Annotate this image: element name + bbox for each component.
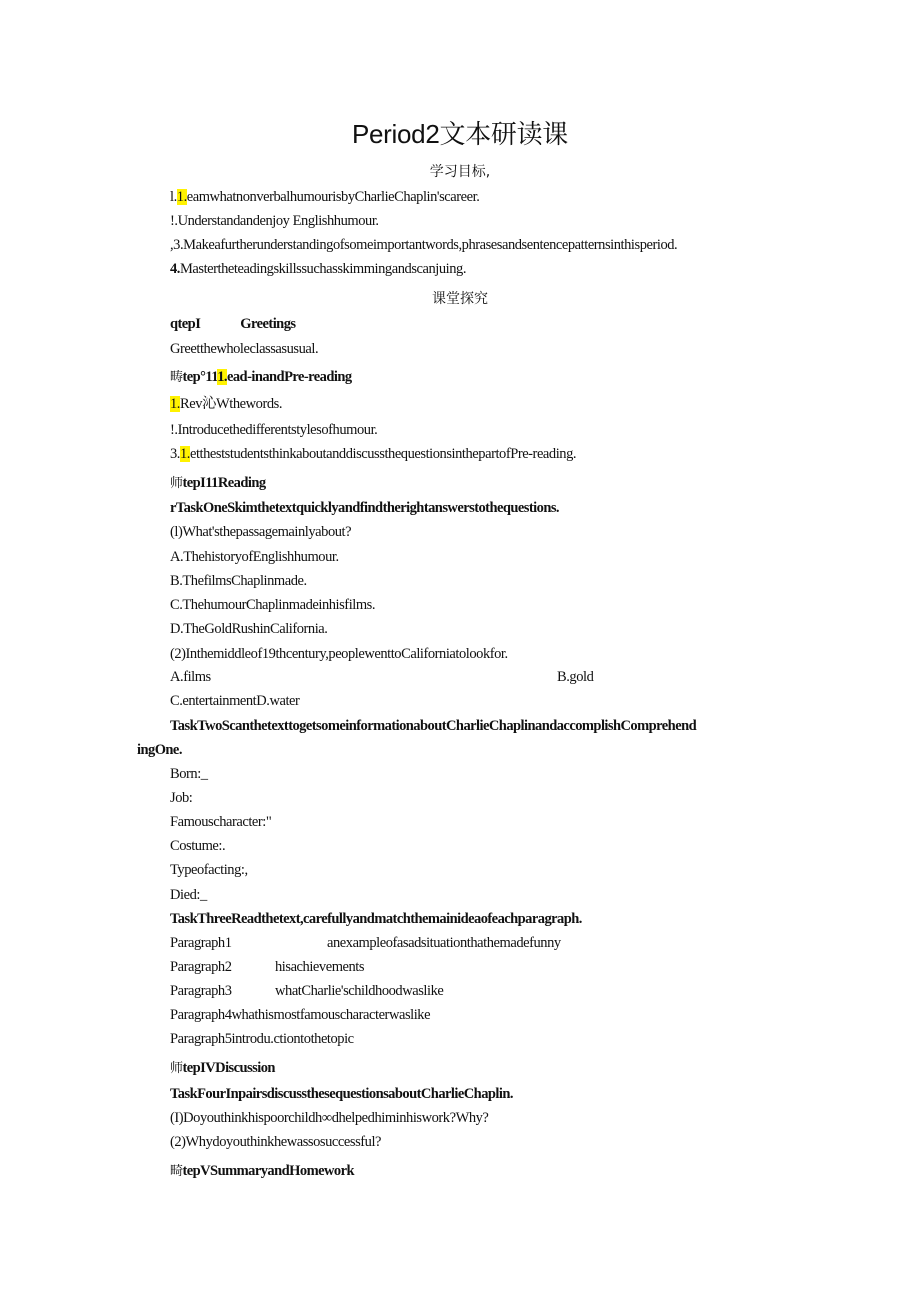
step-2-item-1: 1.Rev沁Wthewords.: [170, 396, 283, 412]
question-1-option-d: D.TheGoldRushinCalifornia.: [170, 621, 328, 637]
objective-3: ,3.Makeafurtherunderstandingofsomeimportantwords,phrasesandsentencepatternsinthisperiod.: [170, 237, 678, 253]
question-1: (l)What'sthepassagemainlyabout?: [170, 524, 352, 540]
field-born: Born:_: [170, 766, 208, 782]
step-1-heading: qtepI Greetings: [170, 316, 296, 332]
field-type-of-acting: Typeofacting:,: [170, 862, 248, 878]
paragraph-match-3: Paragraph3 whatCharlie'schildhoodwaslike: [170, 983, 444, 999]
objectives-heading: 学习目标,: [429, 164, 491, 180]
question-1-option-c: C.ThehumourChaplinmadeinhisfilms.: [170, 597, 376, 613]
field-famous-character: Famouscharacter:": [170, 814, 272, 830]
highlight-mark: 1.: [176, 189, 187, 205]
task-2-line-2: ingOne.: [137, 742, 182, 758]
task-2-line-1: TaskTwoScanthetexttogetsomeinformationaboutCharlieChaplinandaccomplishComprehend: [170, 718, 697, 734]
objective-4: 4.Mastertheteadingskillssuchasskimmingandscanjuing.: [170, 261, 467, 277]
field-costume: Costume:.: [170, 838, 226, 854]
highlight-mark: 1.: [179, 446, 190, 462]
highlight-mark: 1.: [170, 396, 180, 412]
question-1-option-a: A.ThehistoryofEnglishhumour.: [170, 549, 339, 565]
paragraph-match-4: Paragraph4whathismostfamouscharacterwaslike: [170, 1007, 431, 1023]
paragraph-match-2: Paragraph2 hisachievements: [170, 959, 365, 975]
field-job: Job:: [170, 790, 193, 806]
explore-heading: 课堂探究: [432, 291, 488, 307]
objective-1: l.1.eamwhatnonverbalhumourisbyCharlieChaplin'scareer.: [170, 189, 480, 205]
step-1-body: Greetthewholeclassasusual.: [170, 341, 319, 357]
question-2-options-ab: A.films B.gold: [170, 669, 594, 685]
step-3-heading: 师tepI11Reading: [170, 475, 266, 491]
step-5-heading: 畸tepVSummaryandHomework: [170, 1163, 355, 1179]
paragraph-match-5: Paragraph5introdu.ctiontothetopic: [170, 1031, 354, 1047]
task-4: TaskFourInpairsdiscussthesequestionsaboutCharlieChaplin.: [170, 1086, 513, 1102]
step-2-item-3: 3.1.ettheststudentsthinkaboutanddiscussthequestionsinthepartofPre-reading.: [170, 446, 577, 462]
step-4-heading: 师tepIVDiscussion: [170, 1060, 275, 1076]
discussion-question-1: (I)Doyouthinkhispoorchildh∞dhelpedhiminhiswork?Why?: [170, 1110, 489, 1126]
objective-2: !.Understandandenjoy Englishhumour.: [170, 213, 379, 229]
task-1: rTaskOneSkimthetextquicklyandfindtherightanswerstothequestions.: [170, 500, 560, 516]
task-3: TaskThreeReadthetext,carefullyandmatchthemainideaofeachparagraph.: [170, 911, 582, 927]
paragraph-match-1: Paragraph1 anexampleofasadsituationthathemadefunny: [170, 935, 561, 951]
highlight-mark: 1.: [217, 369, 227, 385]
question-2-options-cd: C.entertainmentD.water: [170, 693, 300, 709]
question-1-option-b: B.ThefilmsChaplinmade.: [170, 573, 307, 589]
page-title: Period2文本研读课: [351, 119, 569, 149]
discussion-question-2: (2)Whydoyouthinkhewassosuccessful?: [170, 1134, 382, 1150]
step-2-heading: 畴tep°111.ead-inandPre-reading: [170, 369, 352, 385]
step-2-item-2: !.Introducethedifferentstylesofhumour.: [170, 422, 378, 438]
field-died: Died:_: [170, 887, 207, 903]
question-2: (2)Inthemiddleof19thcentury,peoplewenttoCaliforniatolookfor.: [170, 646, 508, 662]
